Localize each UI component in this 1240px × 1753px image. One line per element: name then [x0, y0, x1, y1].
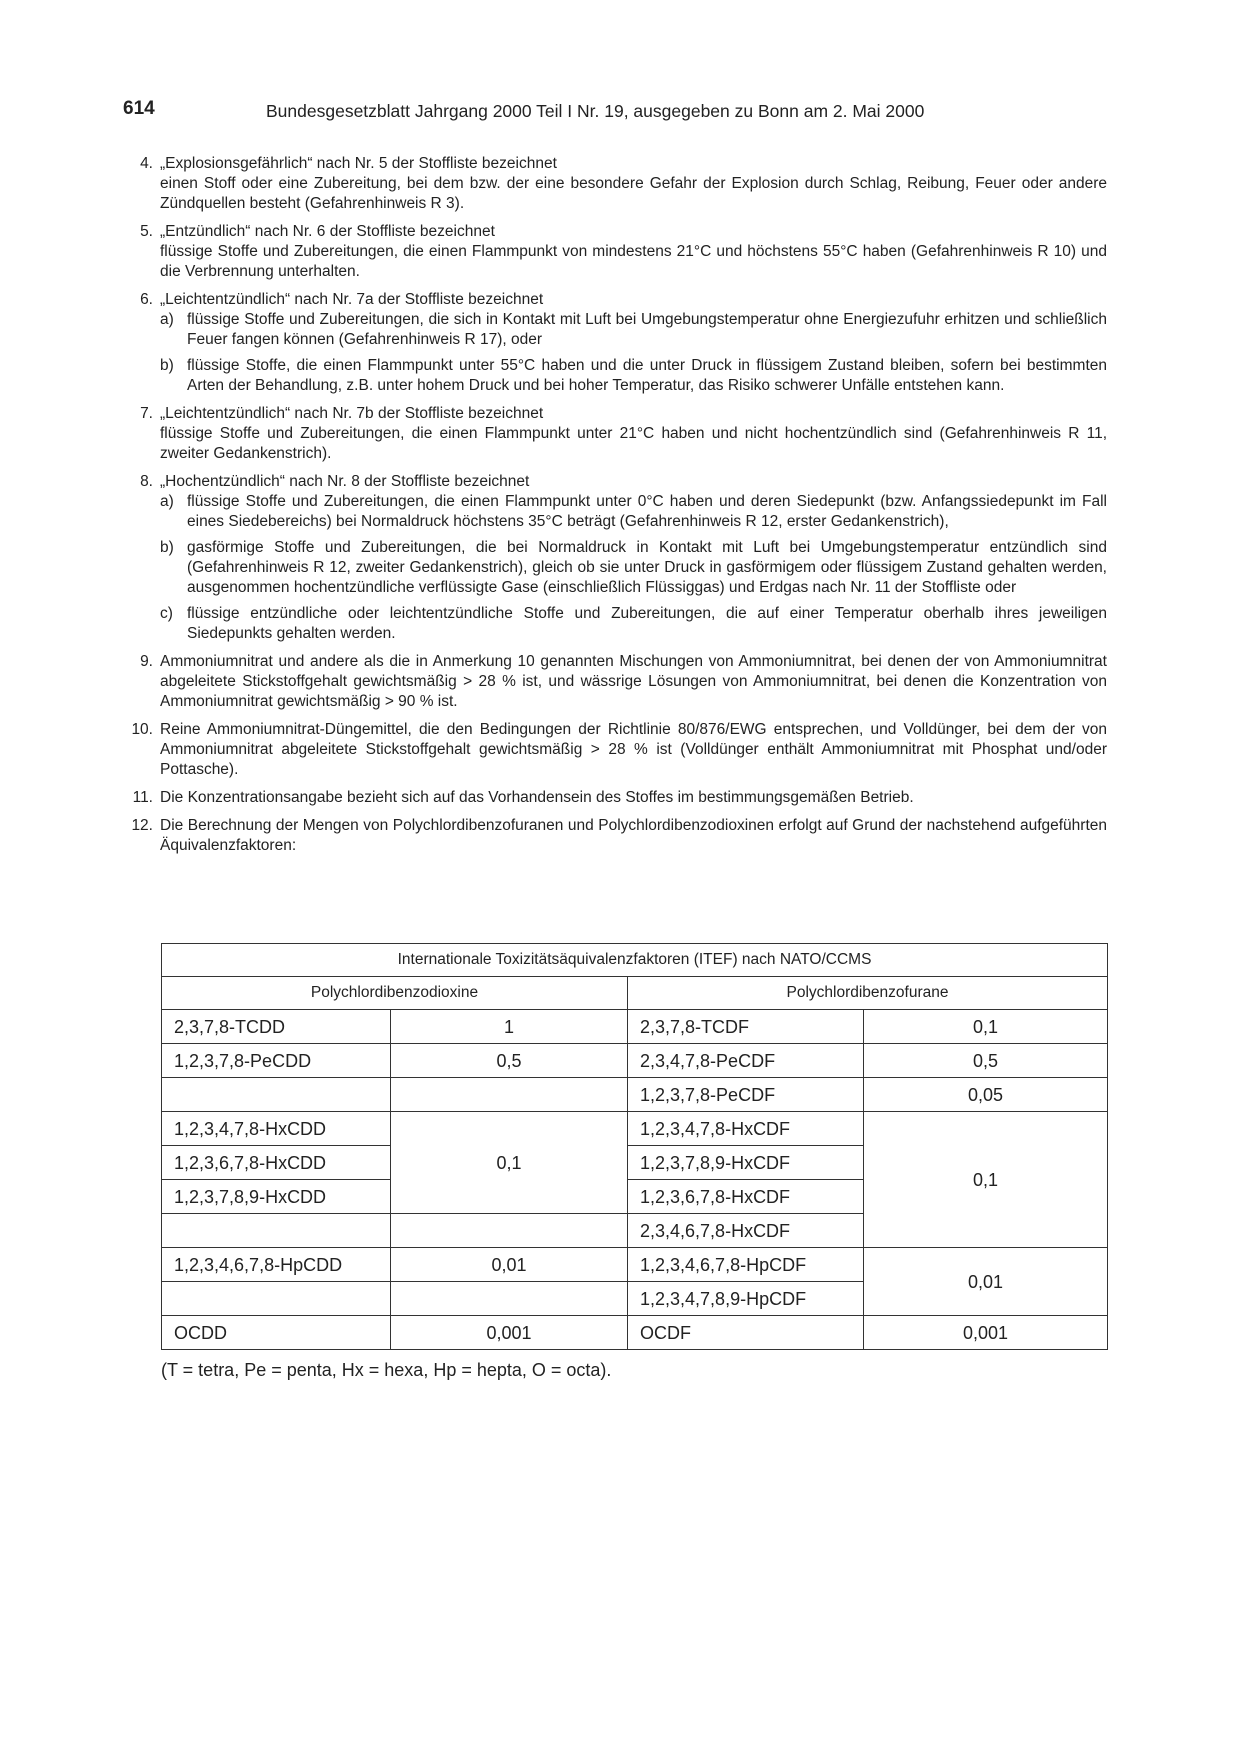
- subitem-letter: b): [160, 357, 174, 374]
- subitem-b: [160, 538, 1107, 598]
- note-number: 8.: [140, 473, 153, 490]
- note-number: 9.: [140, 653, 153, 670]
- dioxin-factor: 1: [391, 1010, 628, 1044]
- subitem-letter: b): [160, 539, 174, 556]
- dioxin-congener: OCDD: [162, 1316, 391, 1350]
- furan-congener: 1,2,3,4,7,8,9-HpCDF: [628, 1282, 864, 1316]
- note-number: 7.: [140, 405, 153, 422]
- furan-factor: 0,1: [864, 1112, 1108, 1248]
- furan-congener: 1,2,3,6,7,8-HxCDF: [628, 1180, 864, 1214]
- note-title: „Leichtentzündlich“ nach Nr. 7b der Stoffliste bezeichnet: [160, 405, 544, 422]
- abbreviation-footnote: (T = tetra, Pe = penta, Hx = hexa, Hp = hepta, O = octa).: [161, 1360, 612, 1380]
- furan-congener: 2,3,4,7,8-PeCDF: [628, 1044, 864, 1078]
- dioxin-factor: 0,5: [391, 1044, 628, 1078]
- note-body: Ammoniumnitrat und andere als die in Anmerkung 10 genannten Mischungen von Ammoniumnitrat, bei denen der von Ammoniumnitrat abgeleitete Stickstoffgehalt gewichtsmäßig > 28 % ist, und wässrige Lösungen von Ammoniumnitrat, bei denen die Konzentration von Ammoniumnitrat gewichtsmäßig > 90 % ist.: [160, 653, 1107, 710]
- subitem-text: flüssige Stoffe und Zubereitungen, die sich in Kontakt mit Luft bei Umgebungstemperatur ohne Energiezufuhr erhitzen und schließlich Feuer fangen können (Gefahrenhinweis R 17), oder: [187, 311, 1107, 348]
- furan-congener: 2,3,7,8-TCDF: [628, 1010, 864, 1044]
- note-body: flüssige Stoffe und Zubereitungen, die einen Flammpunkt von mindestens 21°C und höchstens 55°C haben (Gefahrenhinweis R 10) und die Verbrennung unterhalten.: [160, 243, 1107, 280]
- empty-cell: [162, 1078, 391, 1112]
- dioxin-congener: 1,2,3,6,7,8-HxCDD: [162, 1146, 391, 1180]
- note-body: Reine Ammoniumnitrat-Düngemittel, die den Bedingungen der Richtlinie 80/876/EWG entsprechen, und Volldünger, bei dem der von Ammoniumnitrat abgeleitete Stickstoffgehalt gewichtsmäßig > 28 % ist (Volldünger enthält Ammoniumnitrat mit Phosphat und/oder Pottasche).: [160, 721, 1107, 778]
- table-header-row: [162, 977, 1108, 1010]
- itef-table: [161, 943, 1108, 1350]
- note-7: [127, 404, 1107, 464]
- page-number: 614: [123, 98, 155, 119]
- note-5: [127, 222, 1107, 282]
- note-title: „Leichtentzündlich“ nach Nr. 7a der Stoffliste bezeichnet: [160, 291, 544, 308]
- note-body: einen Stoff oder eine Zubereitung, bei dem bzw. der eine besondere Gefahr der Explosion durch Schlag, Reibung, Feuer oder andere Zündquellen besteht (Gefahrenhinweis R 3).: [160, 175, 1107, 212]
- table-title: Internationale Toxizitätsäquivalenzfaktoren (ITEF) nach NATO/CCMS: [162, 944, 1108, 977]
- note-12: [127, 816, 1107, 856]
- subitem-a: [160, 310, 1107, 350]
- dioxin-congener: 1,2,3,7,8,9-HxCDD: [162, 1180, 391, 1214]
- subitem-letter: c): [160, 605, 173, 622]
- dioxin-congener: 1,2,3,7,8-PeCDD: [162, 1044, 391, 1078]
- note-number: 4.: [140, 155, 153, 172]
- table-title-row: [162, 944, 1108, 977]
- note-number: 10.: [131, 721, 153, 738]
- table-row: [162, 1078, 1108, 1112]
- furan-factor: 0,01: [864, 1248, 1108, 1316]
- note-title: „Hochentzündlich“ nach Nr. 8 der Stoffliste bezeichnet: [160, 473, 530, 490]
- dioxin-congener: 1,2,3,4,7,8-HxCDD: [162, 1112, 391, 1146]
- note-number: 6.: [140, 291, 153, 308]
- note-number: 12.: [131, 817, 153, 834]
- note-11: [127, 788, 1107, 808]
- note-title: „Entzündlich“ nach Nr. 6 der Stoffliste bezeichnet: [160, 223, 495, 240]
- subitem-b: [160, 356, 1107, 396]
- table-row: [162, 1044, 1108, 1078]
- furan-congener: 1,2,3,7,8-PeCDF: [628, 1078, 864, 1112]
- empty-cell: [391, 1282, 628, 1316]
- furan-factor: 0,1: [864, 1010, 1108, 1044]
- subitem-letter: a): [160, 493, 174, 510]
- empty-cell: [162, 1282, 391, 1316]
- furan-factor: 0,05: [864, 1078, 1108, 1112]
- empty-cell: [391, 1078, 628, 1112]
- dioxin-factor: 0,01: [391, 1248, 628, 1282]
- dioxin-factor: 0,001: [391, 1316, 628, 1350]
- note-body: Die Berechnung der Mengen von Polychlordibenzofuranen und Polychlordibenzodioxinen erfolgt auf Grund der nachstehend aufgeführten Äquivalenzfaktoren:: [160, 817, 1107, 854]
- table-row: [162, 1316, 1108, 1350]
- table-row: [162, 1248, 1108, 1282]
- note-body: Die Konzentrationsangabe bezieht sich auf das Vorhandensein des Stoffes im bestimmungsgemäßen Betrieb.: [160, 789, 914, 806]
- note-8: [127, 472, 1107, 644]
- subitem-text: flüssige Stoffe und Zubereitungen, die einen Flammpunkt unter 0°C haben und deren Siedepunkt (bzw. Anfangssiedepunkt im Fall eines Siedebereichs) bei Normaldruck höchstens 35°C beträgt (Gefahrenhinweis R 12, erster Gedankenstrich),: [187, 493, 1107, 530]
- dioxins-header: Polychlordibenzodioxine: [162, 977, 628, 1010]
- subitem-text: flüssige entzündliche oder leichtentzündliche Stoffe und Zubereitungen, die auf einer Temperatur oberhalb ihres jeweiligen Siedepunkts gehalten werden.: [187, 605, 1107, 642]
- notes-list: [127, 154, 1107, 864]
- empty-cell: [162, 1214, 391, 1248]
- dioxin-factor: 0,1: [391, 1112, 628, 1214]
- note-number: 5.: [140, 223, 153, 240]
- table-row: [162, 1010, 1108, 1044]
- furan-congener: 2,3,4,6,7,8-HxCDF: [628, 1214, 864, 1248]
- note-10: [127, 720, 1107, 780]
- furan-congener: 1,2,3,4,7,8-HxCDF: [628, 1112, 864, 1146]
- dioxin-congener: 1,2,3,4,6,7,8-HpCDD: [162, 1248, 391, 1282]
- note-9: [127, 652, 1107, 712]
- note-number: 11.: [132, 789, 153, 806]
- subitem-c: [160, 604, 1107, 644]
- subitem-text: flüssige Stoffe, die einen Flammpunkt unter 55°C haben und die unter Druck in flüssigem Zustand bleiben, sofern bei bestimmten Arten der Behandlung, z.B. unter hohem Druck und bei hoher Temperatur, das Risiko schwerer Unfälle entstehen kann.: [187, 357, 1107, 394]
- furan-factor: 0,5: [864, 1044, 1108, 1078]
- furan-congener: 1,2,3,4,6,7,8-HpCDF: [628, 1248, 864, 1282]
- empty-cell: [391, 1214, 628, 1248]
- note-6: [127, 290, 1107, 396]
- note-body: flüssige Stoffe und Zubereitungen, die einen Flammpunkt unter 21°C haben und nicht hochentzündlich sind (Gefahrenhinweis R 11, zweiter Gedankenstrich).: [160, 425, 1107, 462]
- furan-congener: 1,2,3,7,8,9-HxCDF: [628, 1146, 864, 1180]
- furan-congener: OCDF: [628, 1316, 864, 1350]
- furan-factor: 0,001: [864, 1316, 1108, 1350]
- subitem-text: gasförmige Stoffe und Zubereitungen, die bei Normaldruck in Kontakt mit Luft bei Umgebungstemperatur entzündlich sind (Gefahrenhinweis R 12, zweiter Gedankenstrich), gleich ob sie unter Druck in gasförmigem oder flüssigem Zustand gehalten werden, ausgenommen hochentzündliche verflüssigte Gase (einschließlich Flüssiggas) und Erdgas nach Nr. 11 der Stoffliste oder: [187, 539, 1107, 596]
- subitem-a: [160, 492, 1107, 532]
- running-head: Bundesgesetzblatt Jahrgang 2000 Teil I Nr. 19, ausgegeben zu Bonn am 2. Mai 2000: [266, 101, 925, 121]
- subitem-letter: a): [160, 311, 174, 328]
- dioxin-congener: 2,3,7,8-TCDD: [162, 1010, 391, 1044]
- note-title: „Explosionsgefährlich“ nach Nr. 5 der Stoffliste bezeichnet: [160, 155, 557, 172]
- furans-header: Polychlordibenzofurane: [628, 977, 1108, 1010]
- table-row: [162, 1112, 1108, 1146]
- note-4: [127, 154, 1107, 214]
